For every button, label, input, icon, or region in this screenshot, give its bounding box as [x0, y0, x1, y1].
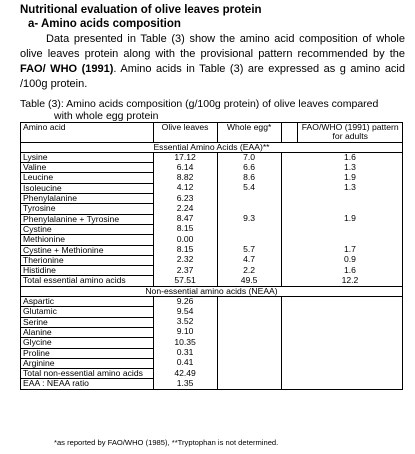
- table-row: [21, 379, 403, 389]
- table-cell: 8.15: [153, 224, 217, 234]
- table-caption: [20, 98, 410, 122]
- caption-line-2: with whole egg protein: [54, 110, 159, 122]
- table-row: [21, 307, 403, 317]
- table-cell: [298, 194, 403, 204]
- section-heading: Nutritional evaluation of olive leaves protein: [20, 4, 262, 16]
- subsection-heading: a- Amino acids composition: [28, 18, 181, 30]
- header-whole-egg: Whole egg*: [217, 123, 281, 143]
- table-cell: 57.51: [153, 276, 217, 286]
- table-cell: 0.41: [153, 358, 217, 368]
- table-footnote: *as reported by FAO/WHO (1985), **Tryptophan is not determined.: [54, 438, 279, 447]
- table-row: [21, 214, 403, 224]
- table-cell: 7.0: [217, 152, 281, 162]
- table-cell: 2.2: [217, 266, 281, 276]
- nonessential-section-title: Non-essential amino acids (NEAA): [21, 286, 403, 296]
- table-cell: 0.9: [298, 255, 403, 265]
- table-cell: 4.7: [217, 255, 281, 265]
- header-fao-who: FAO/WHO (1991) pattern for adults: [298, 123, 403, 143]
- table-cell: Proline: [21, 348, 154, 358]
- table-cell: 1.3: [298, 183, 403, 193]
- table-cell: 2.24: [153, 204, 217, 214]
- table-row: [21, 194, 403, 204]
- table-cell: 6.23: [153, 194, 217, 204]
- table-cell: Phenylalanine: [21, 194, 154, 204]
- amino-acid-table: [20, 122, 403, 390]
- table-row: [21, 224, 403, 234]
- table-cell: 5.7: [217, 245, 281, 255]
- header-olive-leaves: Olive leaves: [153, 123, 217, 143]
- table-cell: Total essential amino acids: [21, 276, 154, 286]
- header-amino-acid: Amino acid: [21, 123, 154, 143]
- table-cell: 8.6: [217, 173, 281, 183]
- table-row: [21, 358, 403, 368]
- table-cell: 0.31: [153, 348, 217, 358]
- table-cell: 8.47: [153, 214, 217, 224]
- table-cell: 1.7: [298, 245, 403, 255]
- table-cell: Glycine: [21, 338, 154, 348]
- table-cell: 49.5: [217, 276, 281, 286]
- table-cell: Leucine: [21, 173, 154, 183]
- table-cell: Lysine: [21, 152, 154, 162]
- table-cell: 1.6: [298, 266, 403, 276]
- table-cell: 42.49: [153, 369, 217, 379]
- table-cell: 6.6: [217, 163, 281, 173]
- paragraph-reference: FAO/ WHO (1991): [20, 63, 114, 75]
- table-row: [21, 327, 403, 337]
- table-cell: 2.37: [153, 266, 217, 276]
- table-cell: 4.12: [153, 183, 217, 193]
- table-cell: 8.82: [153, 173, 217, 183]
- table-cell: Total non-essential amino acids: [21, 369, 154, 379]
- table-cell: 9.3: [217, 214, 281, 224]
- table-cell: 2.32: [153, 255, 217, 265]
- table-cell: 1.6: [298, 152, 403, 162]
- table-cell: 17.12: [153, 152, 217, 162]
- table-cell: 1.3: [298, 163, 403, 173]
- table-cell: Alanine: [21, 327, 154, 337]
- table-cell: 8.15: [153, 245, 217, 255]
- table-cell: Cystine: [21, 224, 154, 234]
- table-cell: Serine: [21, 317, 154, 327]
- essential-section-title: Essential Amino Acids (EAA)**: [21, 142, 403, 152]
- table-cell: 1.9: [298, 214, 403, 224]
- table-cell: 3.52: [153, 317, 217, 327]
- table-cell: 5.4: [217, 183, 281, 193]
- table-row: [21, 348, 403, 358]
- table-cell: Tyrosine: [21, 204, 154, 214]
- table-cell: 0.00: [153, 235, 217, 245]
- table-cell: [298, 224, 403, 234]
- body-paragraph: [20, 32, 405, 92]
- table-cell: 6.14: [153, 163, 217, 173]
- table-cell: Glutamic: [21, 307, 154, 317]
- table-cell: Phenylalanine + Tyrosine: [21, 214, 154, 224]
- table-cell: 9.54: [153, 307, 217, 317]
- table-cell: Arginine: [21, 358, 154, 368]
- table-cell: EAA : NEAA ratio: [21, 379, 154, 389]
- table-cell: [217, 224, 281, 234]
- table-row: [21, 183, 403, 193]
- table-cell: 9.10: [153, 327, 217, 337]
- table-cell: 9.26: [153, 297, 217, 307]
- table-cell: 1.35: [153, 379, 217, 389]
- table-cell: Aspartic: [21, 297, 154, 307]
- table-row: [21, 338, 403, 348]
- table-row: [21, 317, 403, 327]
- table-cell: 1.9: [298, 173, 403, 183]
- table-cell: Histidine: [21, 266, 154, 276]
- table-cell: 10.35: [153, 338, 217, 348]
- table-cell: Methionine: [21, 235, 154, 245]
- table-cell: 12.2: [298, 276, 403, 286]
- paragraph-text-1: Data presented in Table (3) show the amino acid composition of whole olive leaves protein along with the provisional pattern recommended by the: [20, 33, 405, 60]
- table-cell: Valine: [21, 163, 154, 173]
- table-row: [21, 297, 403, 307]
- caption-line-1: Table (3): Amino acids composition (g/100g protein) of olive leaves compared: [20, 98, 379, 110]
- table-row: [21, 369, 403, 379]
- table-row: [21, 276, 403, 286]
- table-cell: Isoleucine: [21, 183, 154, 193]
- table-body: [21, 142, 403, 389]
- table-cell: Cystine + Methionine: [21, 245, 154, 255]
- table-cell: [217, 194, 281, 204]
- paragraph-text-2: . Amino acids in Table (3) are expressed as g amino acid /100g protein.: [20, 63, 405, 90]
- table-cell: Therionine: [21, 255, 154, 265]
